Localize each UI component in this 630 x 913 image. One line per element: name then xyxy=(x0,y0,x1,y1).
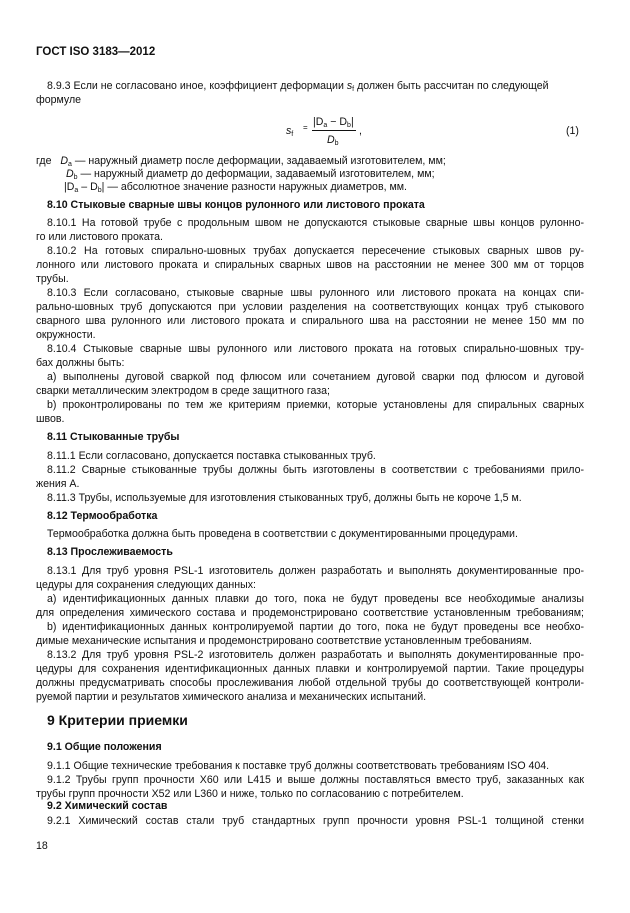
paragraph-text: 9.1.2 Трубы групп прочности Х60 или L415 и выше должны поставляться вместо труб, заказанных как xyxy=(47,774,584,786)
paragraph-text: цедуры для сохранения следующих данных: xyxy=(36,579,256,591)
formula-numerator: $|D_a - D_b|$ xyxy=(313,116,354,129)
paragraph-text: 8.11.3 Трубы, используемые для изготовления стыкованных труб, должны быть не короче 1,5 м. xyxy=(47,492,522,504)
paragraph-text: окружности. xyxy=(36,329,96,341)
section-heading-9-1: 9.1 Общие положения xyxy=(47,741,162,753)
list-item: сварки металлическим электродом в среде защитного газа; xyxy=(36,385,330,397)
paragraph-text: руемой партии и результатов химического анализа и механических испытаний. xyxy=(36,691,427,703)
formula-comma: , xyxy=(359,125,362,137)
where-line-2: $D_b$ — наружный диаметр до деформации, задаваемый изготовителем, мм; xyxy=(66,168,435,181)
formula-number: (1) xyxy=(566,125,579,137)
paragraph-text: трубы групп прочности Х52 или L360 и ниже, только по согласованию с потребителем. xyxy=(36,788,464,800)
formula-lhs: $s_f$ xyxy=(286,125,294,138)
document-header: ГОСТ ISO 3183—2012 xyxy=(36,46,156,58)
paragraph-text: го или листового проката. xyxy=(36,231,163,243)
formula-denominator: $D_b$ xyxy=(327,134,339,147)
paragraph-text: 8.10.2 На готовых спирально-шовных трубах допускается пересечение стыковых сварных швов ру- xyxy=(47,245,584,257)
paragraph-text: 8.11.1 Если согласовано, допускается поставка стыкованных труб. xyxy=(47,450,376,462)
list-item: а) выполнены дуговой сваркой под флюсом или сочетанием дуговой сварки под флюсом и дуговой xyxy=(47,371,584,383)
paragraph-8-9-3: 8.9.3 Если не согласовано иное, коэффициент деформации $s_f$ должен быть рассчитан по следующей xyxy=(47,80,549,93)
paragraph-text: бах должны быть: xyxy=(36,357,125,369)
section-heading-9: 9 Критерии приемки xyxy=(47,712,188,728)
paragraph-text: Термообработка должна быть проведена в соответствии с документированными процедурами. xyxy=(47,528,518,540)
paragraph-text: сварного шва рулонного или листового проката и спирального шва на расстоянии не менее 150 мм по xyxy=(36,315,584,327)
paragraph-text: должны предусматривать способы прослеживания любой отдельной трубы до соответствующей контроли- xyxy=(36,677,584,689)
where-line-1: где $D_a$ — наружный диаметр после деформации, задаваемый изготовителем, мм; xyxy=(36,155,446,168)
paragraph-text: 8.10.1 На готовой трубе с продольным швом не допускаются стыковые сварные швы концов рулонно- xyxy=(47,217,584,229)
paragraph-text: 8.10.4 Стыковые сварные швы рулонного или листового проката на готовых спирально-шовных тру- xyxy=(47,343,584,355)
list-item: для определения химического состава и продемонстрировано соответствие установленным требованиям; xyxy=(36,607,584,619)
paragraph-text: 8.10.3 Если согласовано, стыковые сварные швы рулонного или листового проката на концах спи- xyxy=(47,287,584,299)
list-item: b) идентификационных данных контролируемой партии до того, пока не будут проведены все необхо- xyxy=(47,621,584,633)
page-number: 18 xyxy=(36,840,48,852)
section-heading-8-11: 8.11 Стыкованные трубы xyxy=(47,431,180,443)
section-heading-8-10: 8.10 Стыковые сварные швы концов рулонного или листового проката xyxy=(47,199,425,211)
paragraph-text: рально-шовных труб допускаются при условии разделения на соответствующих концах труб стыкового xyxy=(36,301,584,313)
paragraph-text: 9.2.1 Химический состав стали труб стандартных групп прочности уровня PSL-1 толщиной стенки xyxy=(47,815,584,827)
list-item: b) проконтролированы по тем же критериям приемки, которые установлены для спиральных сварных xyxy=(47,399,584,411)
paragraph-text: 8.13.2 Для труб уровня PSL-2 изготовитель должен разработать и выполнять документированные про- xyxy=(47,649,584,661)
fraction-bar xyxy=(312,130,356,131)
list-item: димые механические испытания и продемонстрировано соответствие установленным требованиям. xyxy=(36,635,532,647)
section-heading-8-13: 8.13 Прослеживаемость xyxy=(47,546,173,558)
paragraph-text: 8.11.2 Сварные стыкованные трубы должны быть изготовлены в соответствии с требованиями прило- xyxy=(47,464,584,476)
paragraph-text: формуле xyxy=(36,94,82,106)
where-line-3: $|D_a - D_b|$ — абсолютное значение разности наружных диаметров, мм. xyxy=(64,181,407,194)
section-heading-9-2: 9.2 Химический состав xyxy=(47,800,168,812)
list-item: швов. xyxy=(36,413,65,425)
paragraph-text: цедуры для сохранения идентификационных данных плавки и контролируемой партии. Такие процедуры xyxy=(36,663,584,675)
paragraph-text: трубы. xyxy=(36,273,69,285)
paragraph-text: 9.1.1 Общие технические требования к поставке труб должны соответствовать требованиям ISO 404. xyxy=(47,760,550,772)
section-heading-8-12: 8.12 Термообработка xyxy=(47,510,158,522)
paragraph-text: 8.13.1 Для труб уровня PSL-1 изготовитель должен разработать и выполнять документированные про- xyxy=(47,565,584,577)
list-item: а) идентификационных данных плавки до того, пока не будут проведены все необходимые анализы xyxy=(47,593,584,605)
formula-equals: = xyxy=(303,123,308,132)
paragraph-text: лонного или листового проката и спиральных сварных швов на расстоянии не менее 300 мм от торцов xyxy=(36,259,584,271)
paragraph-text: жения А. xyxy=(36,478,80,490)
